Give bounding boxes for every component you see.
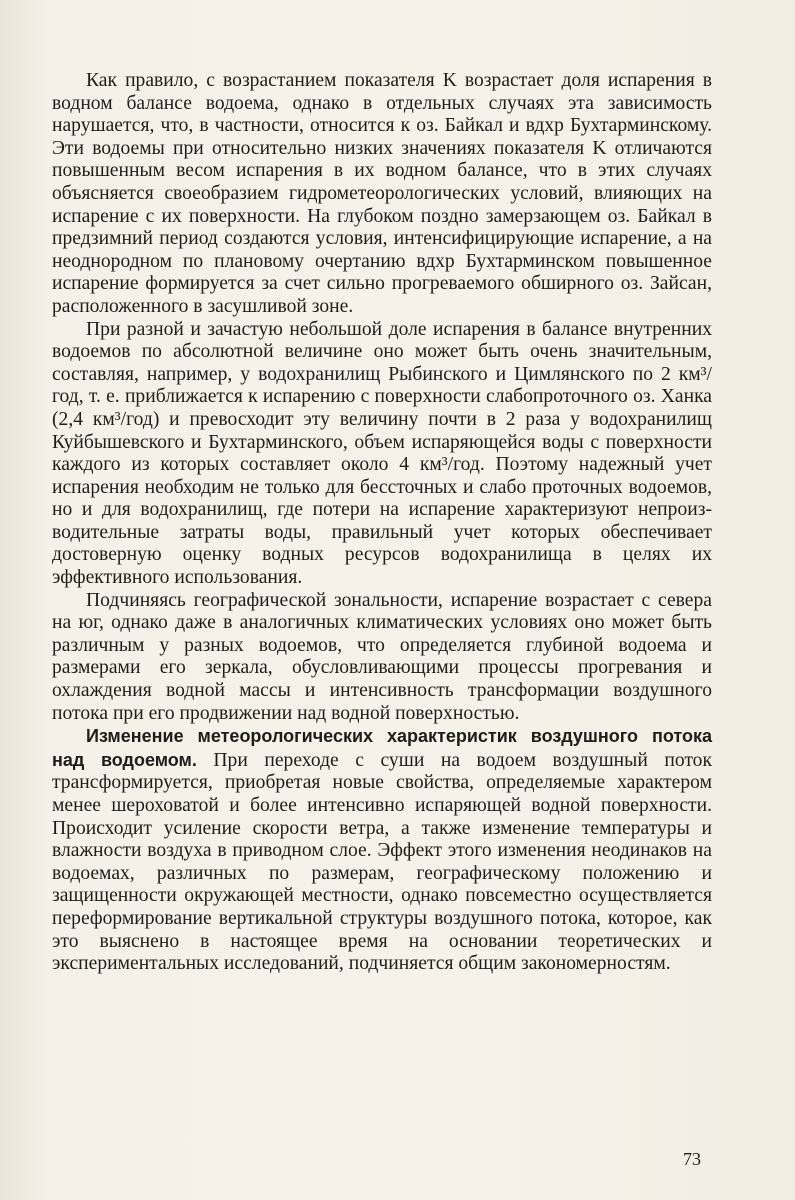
section-heading: Изменение метеорологических характеристик воздушного потока над водоемом. (52, 726, 712, 770)
body-text (52, 70, 712, 976)
paragraph-air-flow-change (52, 725, 712, 976)
section-body: При переходе с суши на водоем воздушный поток трансформируется, приобретая новые свойства, определяемые характером менее шероховатой и более интенсивно испаряющей водной поверхности. Происходит усиление скорости ветра, а также изменение температуры и влажности воздуха в приводном слое. Эффект этого изменения неодинаков на водоемах, различных по размерам, географическому положению и защищенности окружающей местности, однако повсеместно осуществляется переформирование вертикальной структуры воздушного потока, которое, как это выяснено в настоящее время на основании теоретических и экспериментальных исследований, подчиняется общим закономерностям. (52, 749, 712, 975)
page-number: 73 (683, 1149, 701, 1169)
paragraph-evaporation-share: Как правило, с возрастанием показателя K возрастает доля испарения в водном балансе водоема, однако в отдельных случаях эта зависимость нарушается, что, в частности, относится к оз. Байкал и вдхр Бухтарминскому. Эти водоемы при относительно низких значениях показателя K отличаются повышенным весом испарения в их водном балансе, что в этих случаях объясняется своеобразием гидрометеорологических условий, влияющих на испарение с их поверхности. На глубоком поздно замерзающем оз. Байкал в предзимний период создаются условия, интенсифицирующие испарение, а на неоднородном по плановому очертанию вдхр Бухтарминском повышенное испарение формируется за счет сильно прогреваемого обширного оз. Зайсан, расположенного в засушливой зоне. (52, 70, 712, 317)
paragraph-evaporation-volume: При разной и зачастую небольшой доле испарения в балансе внутренних водоемов по абсолютной величине оно может быть очень значительным, составляя, например, у водохранилищ Рыбинского и Цимлянского по 2 км³/год, т. е. приближается к испарению с поверхности слабопроточного оз. Ханка (2,4 км³/год) и превосходит эту величину почти в 2 раза у водохранилищ Куйбышевского и Бухтарминского, объем испаряющейся воды с поверхности каждого из которых составляет около 4 км³/год. Поэтому надежный учет испарения необходим не только для бессточных и слабо проточных водоемов, но и для водохранилищ, где потери на испарение характеризуют непроизводительные затраты воды, правильный учет которых обеспечивает достоверную оценку водных ресурсов водохранилища в целях их эффективного использования. (52, 318, 712, 589)
paragraph-zonality: Подчиняясь географической зональности, испарение возрастает с севера на юг, однако даже в аналогичных климатических условиях оно может быть различным у разных водоемов, что определяется глубиной водоема и размерами его зеркала, обусловливающими процессы прогревания и охлаждения водной массы и интенсивность трансформации воздушного потока при его продвижении над водной поверхностью. (52, 589, 712, 724)
